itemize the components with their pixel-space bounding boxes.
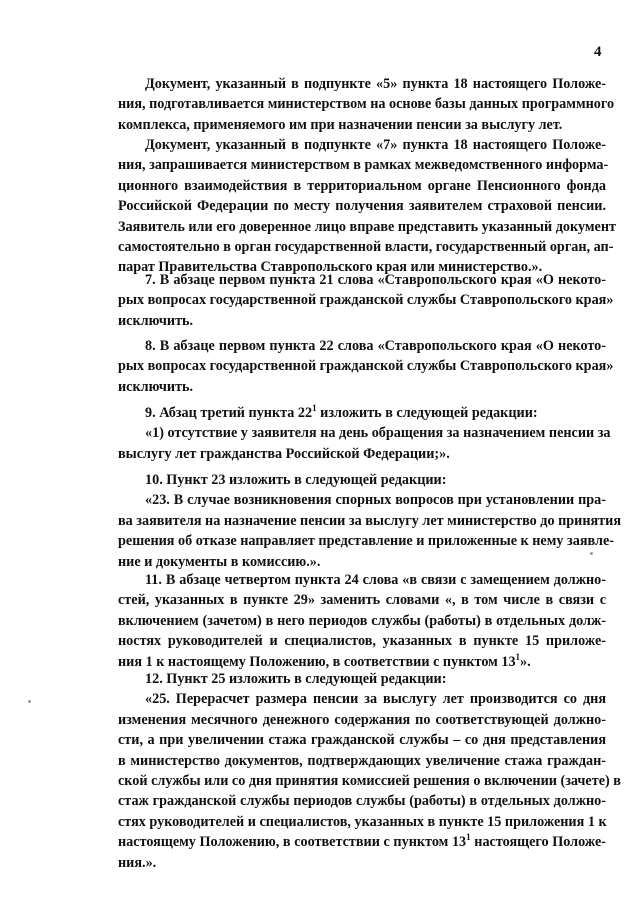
text-line: ния.». bbox=[118, 854, 157, 871]
paragraph-item-12 bbox=[118, 669, 621, 873]
text-segment: 9. Абзац третий пункта 22 bbox=[145, 405, 313, 421]
text-line: исключить. bbox=[118, 378, 194, 395]
text-line: ва заявителя на назначение пенсии за выслугу лет министерство до принятия bbox=[118, 512, 621, 529]
text-line: стаж гражданской службы периодов службы (работы) в отдельных должно- bbox=[118, 793, 606, 810]
text-line: ния, запрашивается министерством в рамках межведомственного информа- bbox=[118, 157, 609, 174]
text-line: решения об отказе направляет представление и приложенные к нему заявле- bbox=[118, 533, 614, 550]
text-line: исключить. bbox=[118, 312, 194, 329]
page-number: 4 bbox=[594, 44, 602, 60]
paragraph-document-7 bbox=[118, 135, 616, 278]
paragraph-item-11 bbox=[118, 570, 606, 672]
text-line: 7. В абзаце первом пункта 21 слова «Ставропольского края «О некото- bbox=[145, 272, 606, 288]
text-line: включением (зачетом) в него периодов службы (работы) в отдельных долж- bbox=[118, 612, 606, 629]
text-segment: ». bbox=[520, 653, 531, 670]
text-line: выслугу лет гражданства Российской Федерации;». bbox=[118, 445, 450, 462]
text-line: 12. Пункт 25 изложить в следующей редакции: bbox=[145, 671, 447, 687]
superscript: 1 bbox=[312, 403, 317, 413]
text-segment: ния 1 к настоящему Положению, в соответствии с пунктом 13 bbox=[118, 653, 516, 670]
paragraph-item-10 bbox=[118, 470, 621, 572]
text-segment: изложить в следующей редакции: bbox=[316, 405, 538, 421]
text-line: Документ, указанный в подпункте «5» пункта 18 настоящего Положе- bbox=[145, 76, 606, 92]
text-line: Заявитель или его доверенное лицо вправе представить указанный документ bbox=[118, 218, 616, 235]
text-line: 8. В абзаце первом пункта 22 слова «Ставропольского края «О некото- bbox=[145, 338, 606, 354]
text-line: рых вопросах государственной гражданской службы Ставропольского края» bbox=[118, 292, 614, 309]
text-line: Документ, указанный в подпункте «7» пункта 18 настоящего Положе- bbox=[145, 137, 606, 153]
text-line: ционного взаимодействия в территориальном органе Пенсионного фонда bbox=[118, 177, 606, 194]
text-line bbox=[118, 832, 606, 852]
superscript: 1 bbox=[466, 832, 471, 843]
scan-speck bbox=[590, 552, 593, 555]
text-segment: настоящему Положению, в соответствии с пунктом 13 bbox=[118, 834, 467, 851]
text-line: Российской Федерации по месту получения заявителем страховой пенсии. bbox=[118, 198, 606, 215]
paragraph-document-5 bbox=[118, 74, 615, 135]
text-line: стей, указанных в пункте 29» заменить словами «, в том числе в связи с bbox=[118, 592, 606, 609]
text-line: самостоятельно в орган государственной власти, государственный орган, ап- bbox=[118, 238, 614, 255]
text-line: «25. Перерасчет размера пенсии за выслугу лет производится со дня bbox=[145, 691, 606, 708]
text-line: ние и документы в комиссию.». bbox=[118, 553, 321, 570]
text-line: изменения месячного денежного содержания по соответствующей должно- bbox=[118, 711, 606, 728]
text-line: в министерство документов, подтверждающих увеличение стажа граждан- bbox=[118, 752, 606, 769]
text-line: 10. Пункт 23 изложить в следующей редакции: bbox=[145, 472, 447, 488]
text-line: ской службы или со дня принятия комиссией решения о включении (зачете) в bbox=[118, 772, 621, 789]
text-line bbox=[118, 403, 606, 423]
scan-speck bbox=[28, 700, 31, 703]
text-line: «1) отсутствие у заявителя на день обращения за назначением пенсии за bbox=[145, 425, 611, 442]
text-segment: настоящего Положе- bbox=[470, 834, 606, 851]
text-line: ния, подготавливается министерством на основе базы данных программного bbox=[118, 96, 615, 113]
text-line: комплекса, применяемого им при назначении пенсии за выслугу лет. bbox=[118, 116, 563, 133]
text-line: рых вопросах государственной гражданской службы Ставропольского края» bbox=[118, 358, 614, 375]
text-line: стях руководителей и специалистов, указанных в пункте 15 приложения 1 к bbox=[118, 813, 607, 830]
text-line: 11. В абзаце четвертом пункта 24 слова «в связи с замещением должно- bbox=[145, 572, 606, 588]
paragraph-item-8 bbox=[118, 336, 614, 397]
paragraph-item-7 bbox=[118, 270, 614, 331]
text-line: сти, а при увеличении стажа гражданской службы – со дня представления bbox=[118, 732, 606, 749]
superscript: 1 bbox=[515, 651, 521, 662]
text-line: «23. В случае возникновения спорных вопросов при установлении пра- bbox=[145, 492, 606, 509]
text-line: ностях руководителей и специалистов, указанных в пункте 15 приложе- bbox=[118, 633, 606, 650]
paragraph-item-9 bbox=[118, 403, 611, 464]
text-line: парат Правительства Ставропольского края или министерство.». bbox=[118, 259, 543, 276]
